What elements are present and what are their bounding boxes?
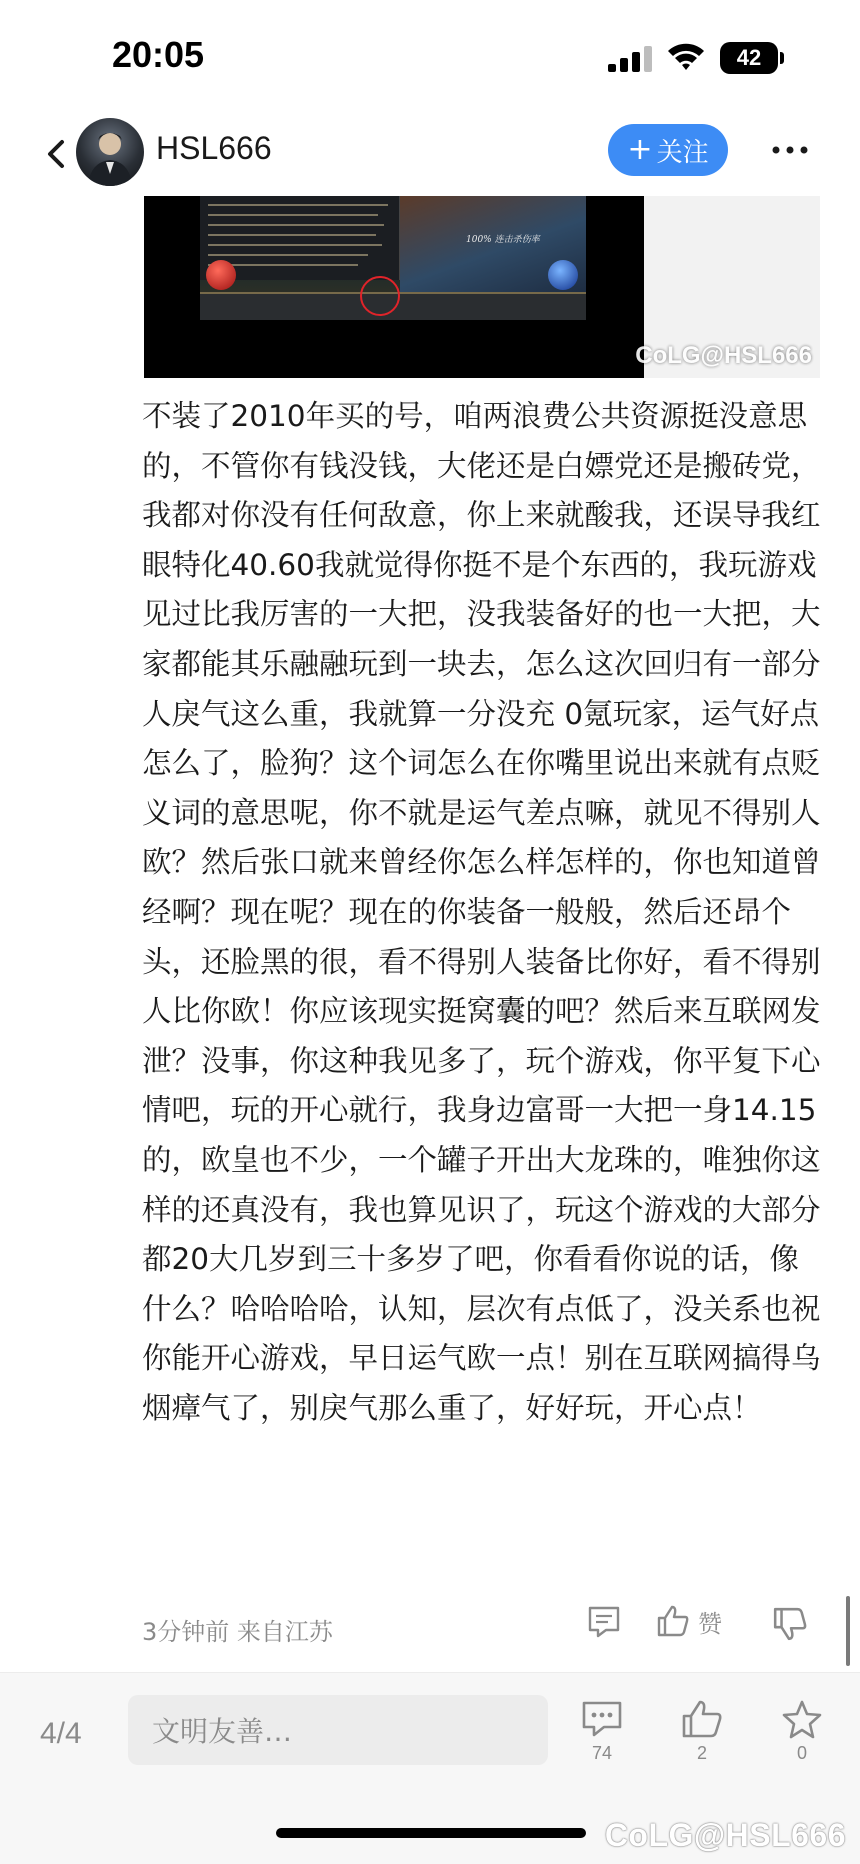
- follow-button[interactable]: [608, 124, 728, 176]
- like-label: 赞: [698, 1609, 722, 1638]
- back-icon[interactable]: [38, 134, 74, 174]
- wifi-icon: [666, 40, 706, 72]
- game-tag: 100% 连击杀伤率: [466, 235, 540, 245]
- signal-icon: [608, 46, 654, 72]
- status-bar: [0, 0, 860, 110]
- status-time: 20:05: [112, 34, 205, 75]
- like-icon: [680, 1699, 724, 1739]
- favorite-button[interactable]: [772, 1699, 832, 1764]
- avatar-person-icon: [76, 118, 144, 186]
- follow-label: 关注: [656, 137, 709, 168]
- scrollbar[interactable]: [846, 1596, 850, 1666]
- comment-input[interactable]: 文明友善…: [128, 1695, 548, 1765]
- favorite-count: 0: [796, 1743, 807, 1763]
- game-screenshot: [200, 196, 586, 320]
- battery-icon: [720, 42, 784, 74]
- comments-button[interactable]: [572, 1699, 632, 1764]
- image-watermark: CoLG@HSL666: [635, 342, 812, 369]
- post-header: [0, 110, 860, 196]
- page-indicator[interactable]: 4/4: [40, 1717, 82, 1750]
- home-indicator[interactable]: [276, 1828, 586, 1838]
- battery-level: 42: [736, 45, 762, 70]
- page-watermark: CoLG@HSL666: [604, 1817, 846, 1853]
- comment-count: 74: [591, 1743, 613, 1763]
- username[interactable]: HSL666: [156, 130, 272, 166]
- post-body: 不装了2010年买的号，咱两浪费公共资源挺没意思的，不管你有钱没钱，大佬还是白嫖党还是搬砖党，我都对你没有任何敌意，你上来就酸我，还误导我红眼特化40.60我就觉得你挺不是个东西的，我玩游戏见过比我厉害的一大把，没我装备好的也一大把，大家都能其乐融融玩到一块去，怎么这次回归有一部分人戾气这么重，我就算一分没充 0氪玩家，运气好点怎么了，脸狗？这个词怎么在你嘴里说出来就有点贬义词的意思呢，你不就是运气差点嘛，就见不得别人欧？然后张口就来曾经你怎么样怎样的，你也知道曾经啊？现在呢？现在的你装备一般般，然后还昂个头，还脸黑的很，看不得别人装备比你好，看不得别人比你欧！你应该现实挺窝囊的吧？然后来互联网发泄？没事，你这种我见多了，玩个游戏，你平复下心情吧，玩的开心就行，我身边富哥一大把一身14.15的，欧皇也不少，一个罐子开出大龙珠的，唯独你这样的还真没有，我也算见识了，玩这个游戏的大部分都20大几岁到三十多岁了吧，你看看你说的话，像什么？哈哈哈哈，认知，层次有点低了，没关系也祝你能开心游戏，早日运气欧一点！别在互联网搞得乌烟瘴气了，别戾气那么重了，好好玩，开心点！: [142, 399, 821, 1425]
- plus-icon: +: [627, 132, 653, 167]
- hp-orb: [206, 260, 236, 290]
- comment-icon[interactable]: [586, 1604, 622, 1640]
- like-post-button[interactable]: [672, 1699, 732, 1764]
- avatar[interactable]: [76, 118, 144, 186]
- post-meta-time: 3分钟前 来自江苏: [142, 1618, 333, 1646]
- favorite-icon: [780, 1699, 824, 1739]
- more-icon[interactable]: [770, 138, 810, 162]
- post-image[interactable]: [144, 196, 820, 378]
- highlight-circle: [360, 276, 400, 316]
- mp-orb: [548, 260, 578, 290]
- comment-icon: [580, 1699, 624, 1739]
- like-count: 2: [696, 1743, 707, 1763]
- like-button[interactable]: [656, 1602, 722, 1640]
- like-icon: [656, 1604, 690, 1638]
- dislike-icon[interactable]: [772, 1606, 808, 1642]
